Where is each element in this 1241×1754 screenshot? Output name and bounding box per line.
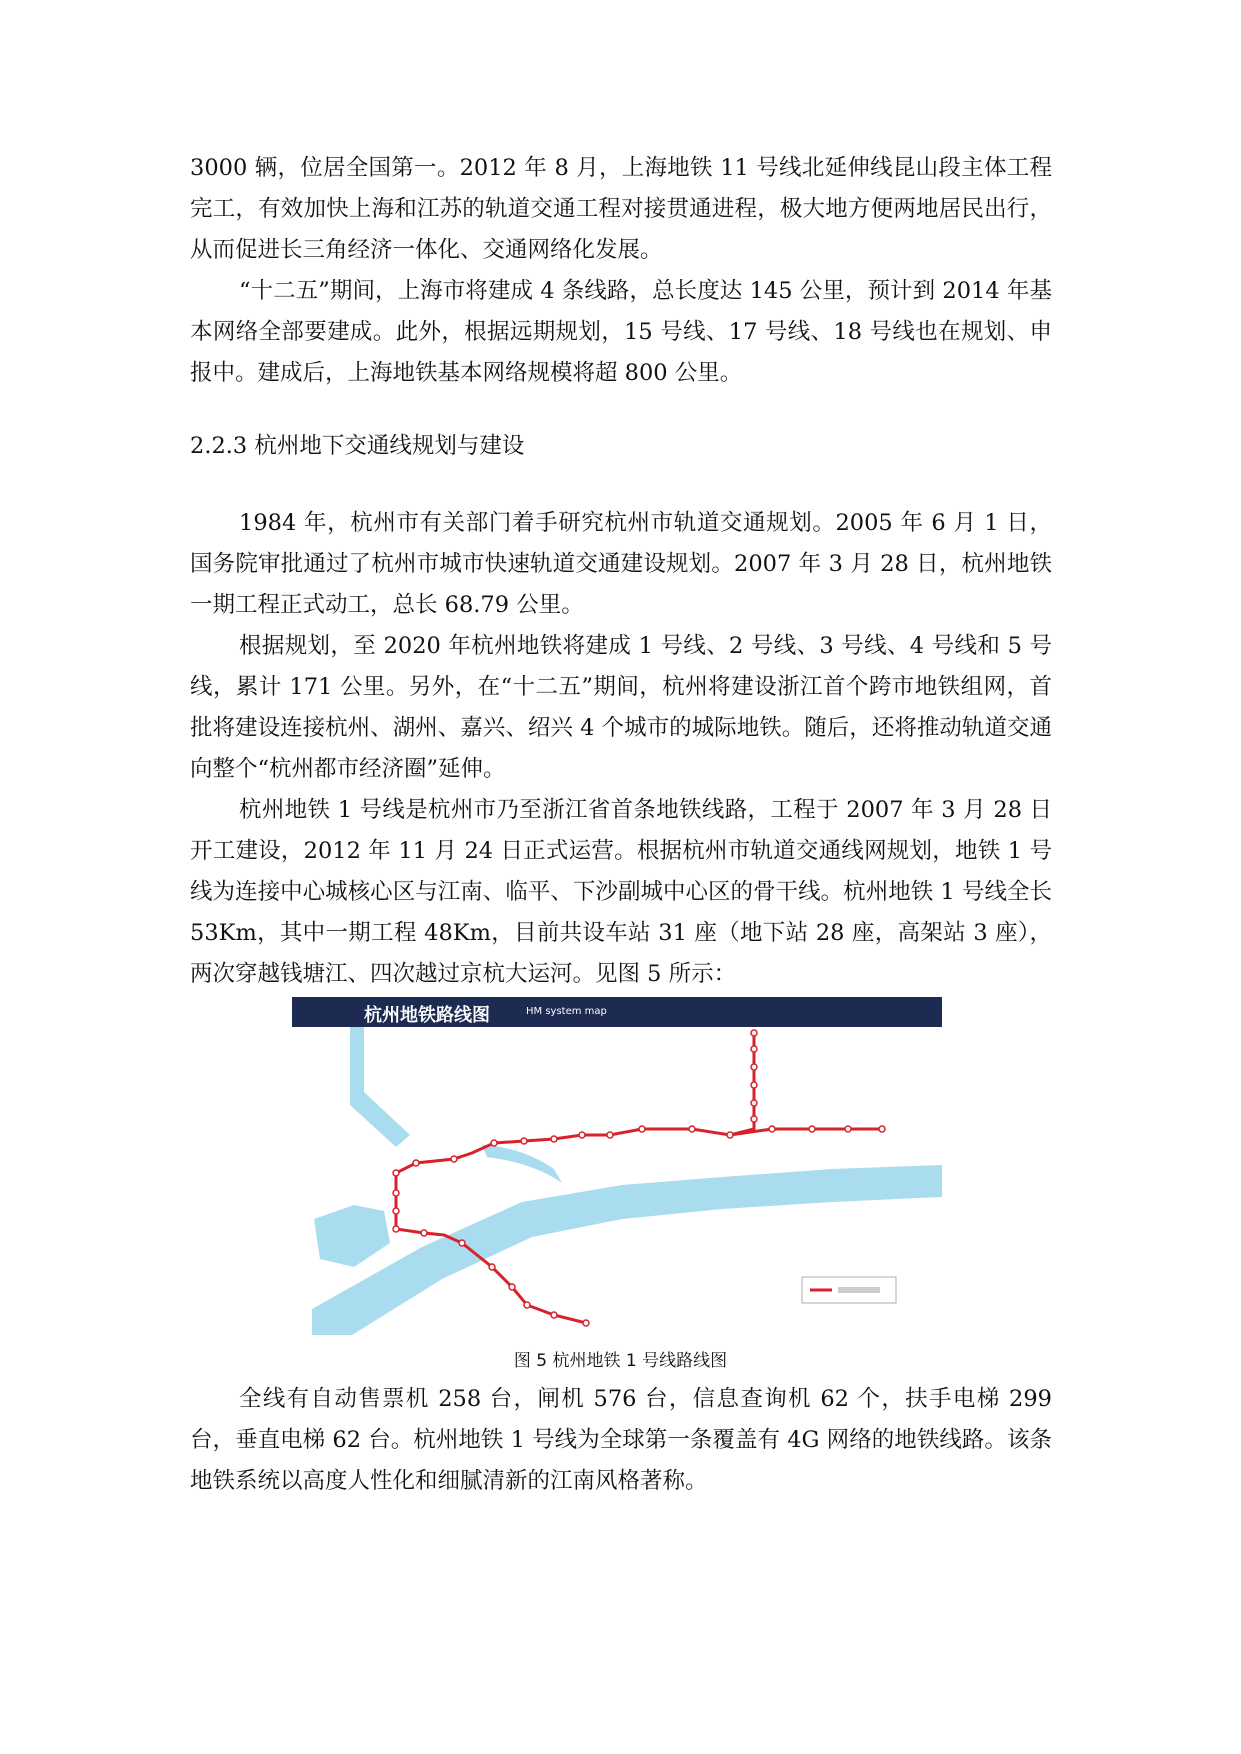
paragraph-shanghai-2: “十二五”期间，上海市将建成 4 条线路，总长度达 145 公里，预计到 2014 年基本网络全部要建成。此外，根据远期规划，15 号线、17 号线、18 号线也在规划、申报中。建成后，上海地铁基本网络规模将超 800 公里。 xyxy=(190,278,1052,386)
station xyxy=(583,1320,589,1326)
station xyxy=(751,1100,757,1106)
metro-line-1 xyxy=(396,1033,754,1323)
station xyxy=(393,1208,399,1214)
figure-caption: 图 5 杭州地铁 1 号线路线图 xyxy=(513,1351,728,1371)
station xyxy=(607,1132,613,1138)
station xyxy=(809,1126,815,1132)
west-lake xyxy=(314,1205,390,1267)
station xyxy=(413,1160,419,1166)
station xyxy=(491,1140,497,1146)
map-title-cn: 杭州地铁路线图 xyxy=(364,1005,490,1026)
station xyxy=(769,1126,775,1132)
station xyxy=(489,1264,495,1270)
station xyxy=(879,1126,885,1132)
paragraph-hangzhou-2: 根据规划，至 2020 年杭州地铁将建成 1 号线、2 号线、3 号线、4 号线和 5 号线，累计 171 公里。另外，在“十二五”期间，杭州将建设浙江首个跨市地铁组网，首批将建设连接杭州、湖州、嘉兴、绍兴 4 个城市的城际地铁。随后，还将推动轨道交通向整个“杭州都市经济圈”延伸。 xyxy=(190,633,1052,782)
station xyxy=(393,1170,399,1176)
station xyxy=(393,1190,399,1196)
paragraph-hangzhou-4: 全线有自动售票机 258 台，闸机 576 台，信息查询机 62 个，扶手电梯 299 台，垂直电梯 62 台。杭州地铁 1 号线为全球第一条覆盖有 4G 网络的地铁线路。该条地铁系统以高度人性化和细腻清新的江南风格著称。 xyxy=(190,1386,1052,1494)
station xyxy=(521,1138,527,1144)
station xyxy=(751,1064,757,1070)
station xyxy=(459,1240,465,1246)
paragraph-hangzhou-1: 1984 年，杭州市有关部门着手研究杭州市轨道交通规划。2005 年 6 月 1 日，国务院审批通过了杭州市城市快速轨道交通建设规划。2007 年 3 月 28 日，杭州地铁一期工程正式动工，总长 68.79 公里。 xyxy=(190,510,1052,618)
paragraph-hangzhou-3: 杭州地铁 1 号线是杭州市乃至浙江省首条地铁线路，工程于 2007 年 3 月 28 日开工建设，2012 年 11 月 24 日正式运营。根据杭州市轨道交通线网规划，地铁 1 号线为连接中心城核心区与江南、临平、下沙副城中心区的骨干线。杭州地铁 1 号线全长 53Km，其中一期工程 48Km，目前共设车站 31 座（地下站 28 座，高架站 3 座），两次穿越钱塘江、四次越过京杭大运河。见图 5 所示： xyxy=(190,797,1052,987)
metro-map-figure xyxy=(292,997,942,1335)
station xyxy=(551,1136,557,1142)
section-heading: 2.2.3 杭州地下交通线规划与建设 xyxy=(190,433,525,459)
station xyxy=(551,1312,557,1318)
station xyxy=(727,1132,733,1138)
metro-map-graphic xyxy=(292,997,942,1335)
station xyxy=(751,1116,757,1122)
paragraph-shanghai-1: 3000 辆，位居全国第一。2012 年 8 月，上海地铁 11 号线北延伸线昆山段主体工程完工，有效加快上海和江苏的轨道交通工程对接贯通进程，极大地方便两地居民出行，从而促进长三角经济一体化、交通网络化发展。 xyxy=(190,155,1052,263)
station xyxy=(751,1046,757,1052)
map-title-en: HM system map xyxy=(526,1006,607,1017)
station xyxy=(451,1156,457,1162)
station xyxy=(579,1132,585,1138)
station xyxy=(639,1126,645,1132)
station xyxy=(421,1230,427,1236)
map-legend-label xyxy=(838,1287,880,1293)
river-qiantang xyxy=(312,1165,942,1335)
station xyxy=(751,1030,757,1036)
river-canal-east xyxy=(482,1145,562,1183)
station xyxy=(751,1082,757,1088)
station xyxy=(845,1126,851,1132)
station xyxy=(509,1284,515,1290)
station xyxy=(393,1226,399,1232)
station xyxy=(524,1302,530,1308)
river-canal xyxy=(350,1027,410,1147)
station xyxy=(689,1126,695,1132)
